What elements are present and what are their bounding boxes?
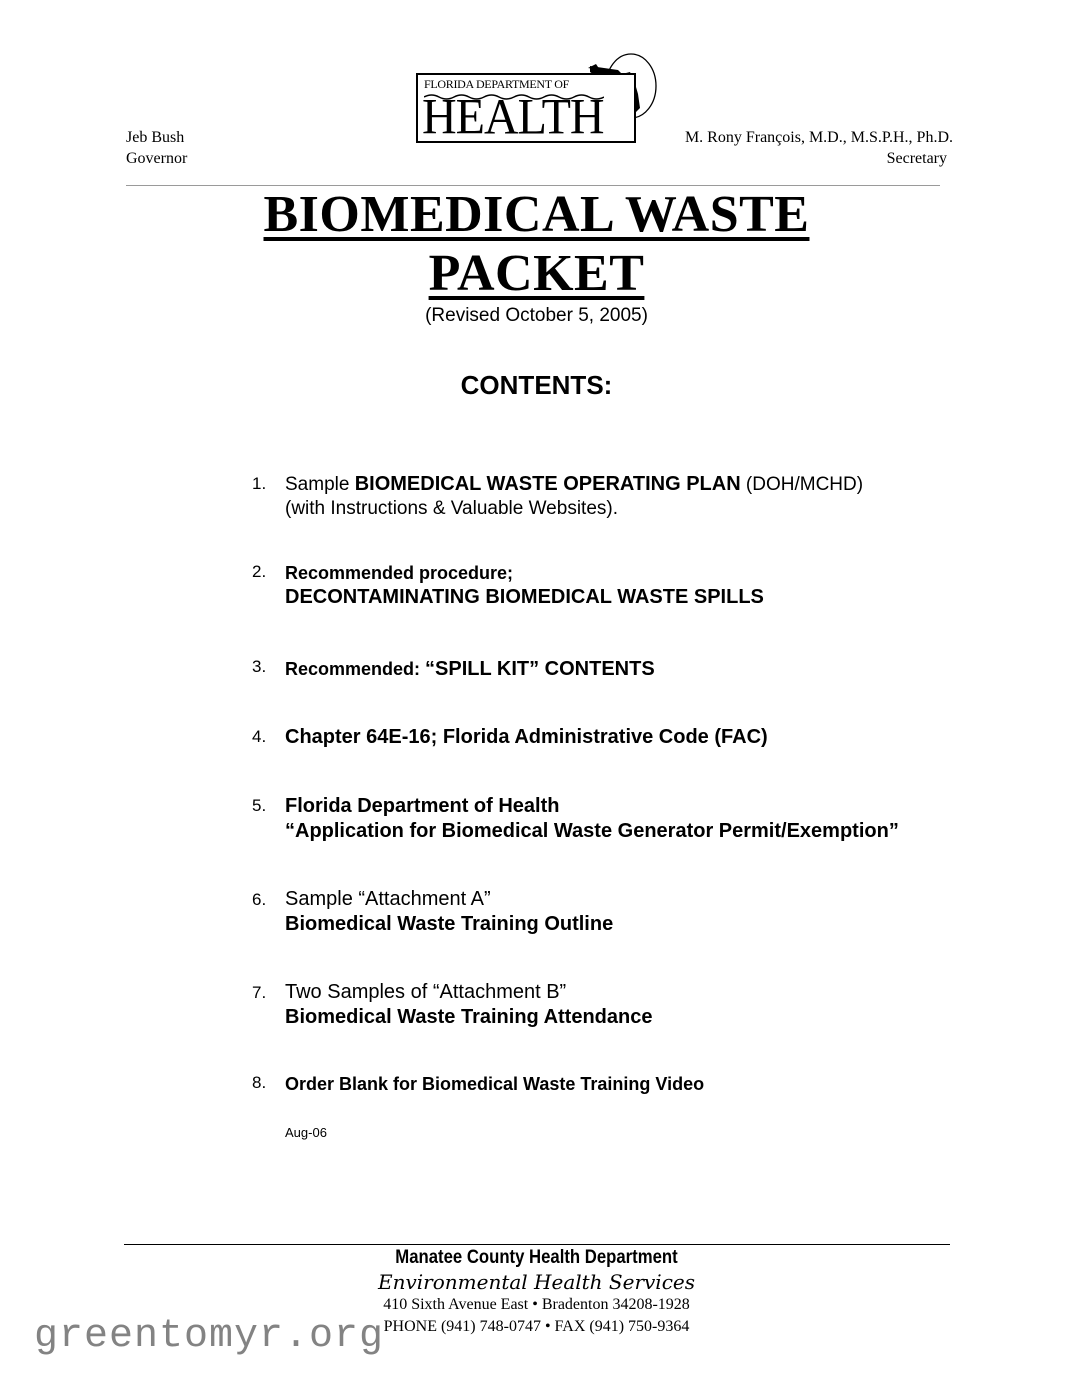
item-bold-title: BIOMEDICAL WASTE OPERATING PLAN <box>354 473 741 495</box>
item-number: 8. <box>252 1073 267 1092</box>
item-prefix: Sample <box>285 474 355 495</box>
item-number: 1. <box>252 474 267 493</box>
item-subtitle: (with Instructions & Valuable Websites). <box>285 498 618 519</box>
secretary-name: M. Rony François, M.D., M.S.P.H., Ph.D. <box>684 129 953 146</box>
item-suffix: (DOH/MCHD) <box>740 474 864 495</box>
item-number: 3. <box>252 657 267 676</box>
logo-health-text: HEALTH <box>422 89 604 146</box>
contents-heading: CONTENTS: <box>460 370 613 400</box>
item-title: Order Blank for Biomedical Waste Training Video <box>285 1074 705 1094</box>
footer-divider <box>124 1244 950 1245</box>
item-title: Two Samples of “Attachment B” <box>285 981 567 1003</box>
governor-name: Jeb Bush <box>126 129 185 146</box>
item-number: 6. <box>252 890 267 909</box>
logo-top-text: FLORIDA DEPARTMENT OF <box>424 77 570 91</box>
florida-doh-logo <box>416 50 661 146</box>
item-title: Chapter 64E-16; Florida Administrative Code (FAC) <box>285 726 768 748</box>
item-title: Florida Department of Health <box>285 795 560 817</box>
footer-service: Environmental Health Services <box>377 1270 696 1294</box>
footer-address: 410 Sixth Avenue East • Bradenton 34208-1928 <box>383 1296 690 1313</box>
item-subtitle: Biomedical Waste Training Outline <box>285 913 614 935</box>
item-title: Recommended procedure; <box>285 563 514 583</box>
item-bold-title: “SPILL KIT” CONTENTS <box>425 658 655 680</box>
logo-frame <box>416 73 636 146</box>
item-title: Sample “Attachment A” <box>285 888 491 910</box>
secretary-title: Secretary <box>886 150 947 167</box>
item-prefix: Recommended: <box>285 659 426 679</box>
governor-title: Governor <box>126 150 188 167</box>
footer-organization: Manatee County Health Department <box>395 1247 678 1268</box>
document-title-line-2 <box>0 246 1073 302</box>
governor-block <box>126 127 187 169</box>
item-subtitle: “Application for Biomedical Waste Generator Permit/Exemption” <box>285 820 899 842</box>
item-subtitle: DECONTAMINATING BIOMEDICAL WASTE SPILLS <box>285 586 764 608</box>
title-text-2: PACKET <box>428 245 645 302</box>
item-number: 2. <box>252 562 267 581</box>
item-subtitle: Biomedical Waste Training Attendance <box>285 1006 653 1028</box>
date-note: Aug-06 <box>285 1125 327 1140</box>
footer-phone: PHONE (941) 748-0747 • FAX (941) 750-9364 <box>383 1318 690 1335</box>
item-number: 5. <box>252 796 267 815</box>
secretary-block <box>640 127 953 169</box>
revision-date: (Revised October 5, 2005) <box>425 305 648 326</box>
item-number: 7. <box>252 983 267 1002</box>
title-text-1: BIOMEDICAL WASTE <box>263 186 810 243</box>
watermark: greentomyr.org <box>34 1314 385 1359</box>
item-number: 4. <box>252 727 267 746</box>
document-title-line-1 <box>0 187 1073 243</box>
